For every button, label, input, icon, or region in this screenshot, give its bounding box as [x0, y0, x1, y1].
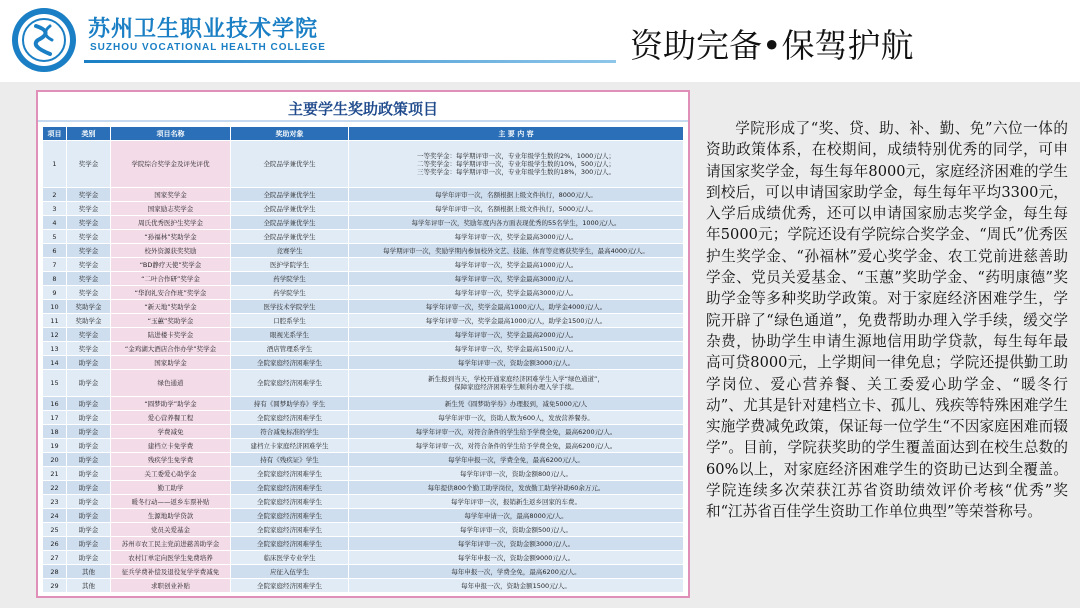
column-header: 项目名称: [111, 127, 231, 141]
table-row: [43, 481, 684, 495]
row-content: 每学年评审一次，奖学金最高1000元/人。: [349, 258, 684, 272]
row-target: 竞赛学生: [231, 244, 349, 258]
row-number: 20: [43, 453, 67, 467]
table-row: [43, 188, 684, 202]
row-category: 其他: [67, 565, 111, 579]
row-number: 27: [43, 551, 67, 565]
row-project-name: “BD静疗天使”奖学金: [111, 258, 231, 272]
row-category: 助学金: [67, 523, 111, 537]
row-number: 21: [43, 467, 67, 481]
row-content: 每年申报一次，学费全免，最高6200元/人。: [349, 565, 684, 579]
row-project-name: 校外资源获奖奖励: [111, 244, 231, 258]
row-number: 17: [43, 411, 67, 425]
table-row: [43, 495, 684, 509]
row-category: 奖学金: [67, 258, 111, 272]
row-category: 其他: [67, 579, 111, 593]
row-target: 酒店管理系学生: [231, 342, 349, 356]
table-row: [43, 509, 684, 523]
row-target: 全院家庭经济困难学生: [231, 523, 349, 537]
table-row: [43, 244, 684, 258]
row-project-name: 求职创业补贴: [111, 579, 231, 593]
column-header: 项目: [43, 127, 67, 141]
row-project-name: 学院综合奖学金及评先评优: [111, 141, 231, 188]
row-content: 新生凭《圆梦助学券》办理报到，减免5000元/人: [349, 397, 684, 411]
row-target: 药学院学生: [231, 286, 349, 300]
table-row: [43, 272, 684, 286]
row-content: 每学年申报一次，资助金额9000元/人。: [349, 551, 684, 565]
row-number: 14: [43, 356, 67, 370]
table-header-row: [43, 127, 684, 141]
row-category: 助学金: [67, 439, 111, 453]
row-number: 15: [43, 370, 67, 397]
row-target: 全院品学兼优学生: [231, 188, 349, 202]
row-category: 奖学金: [67, 244, 111, 258]
row-target: 应征入伍学生: [231, 565, 349, 579]
school-logo-icon: [10, 6, 78, 74]
row-project-name: “华润礼安合作班”奖学金: [111, 286, 231, 300]
row-target: 全院家庭经济困难学生: [231, 537, 349, 551]
row-project-name: 周氏优秀医护生奖学金: [111, 216, 231, 230]
row-target: 药学院学生: [231, 272, 349, 286]
table-row: [43, 300, 684, 314]
row-category: 助学金: [67, 537, 111, 551]
row-project-name: 国家励志奖学金: [111, 202, 231, 216]
table-row: [43, 202, 684, 216]
row-category: 助学金: [67, 397, 111, 411]
table-row: [43, 328, 684, 342]
row-number: 9: [43, 286, 67, 300]
column-header: 奖助对象: [231, 127, 349, 141]
row-category: 助学金: [67, 425, 111, 439]
table-row: [43, 397, 684, 411]
row-project-name: 陆进楼卡奖学金: [111, 328, 231, 342]
row-number: 18: [43, 425, 67, 439]
row-content: 新生报到当天，学校开通家庭经济困难学生入学“绿色通道”， 保障家庭经济困难学生顺利办理入学手续。: [349, 370, 684, 397]
row-content: 每年申报一次，资助金额1500元/人。: [349, 579, 684, 593]
row-category: 助学金: [67, 467, 111, 481]
row-target: 全院家庭经济困难学生: [231, 509, 349, 523]
row-project-name: 勤工助学: [111, 481, 231, 495]
row-project-name: “玉蕙”奖助学金: [111, 314, 231, 328]
row-content: 每学年评审一次，报销新生返乡回家的车费。: [349, 495, 684, 509]
table-row: [43, 467, 684, 481]
header: [0, 0, 1080, 82]
row-number: 22: [43, 481, 67, 495]
table-row: [43, 314, 684, 328]
row-project-name: 关工委爱心助学金: [111, 467, 231, 481]
row-project-name: 暖冬行动——返乡车票补贴: [111, 495, 231, 509]
row-content: 每学年申报一次，学费全免，最高6200元/人。: [349, 453, 684, 467]
table-row: [43, 425, 684, 439]
table-row: [43, 258, 684, 272]
row-content: 每年提供800个勤工助学岗位，发放勤工助学补助60余万元。: [349, 481, 684, 495]
table-row: [43, 286, 684, 300]
row-content: 每学年评审一次，资助金额800元/人。: [349, 467, 684, 481]
row-target: 医学技术学院学生: [231, 300, 349, 314]
row-project-name: 残疾学生免学费: [111, 453, 231, 467]
row-category: 奖学金: [67, 272, 111, 286]
table-row: [43, 523, 684, 537]
row-number: 24: [43, 509, 67, 523]
row-number: 25: [43, 523, 67, 537]
column-header: 类别: [67, 127, 111, 141]
row-target: 全院家庭经济困难学生: [231, 579, 349, 593]
row-project-name: 农村订单定向医学生免费培养: [111, 551, 231, 565]
row-category: 助学金: [67, 411, 111, 425]
row-category: 奖学金: [67, 216, 111, 230]
row-content: 每学年评审一次，奖学金最高1000元/人，助学金1500元/人。: [349, 314, 684, 328]
row-content: 每学年评审一次，资助金额3000元/人。: [349, 537, 684, 551]
table-row: [43, 356, 684, 370]
row-number: 4: [43, 216, 67, 230]
row-category: 助学金: [67, 453, 111, 467]
row-content: 每学期评审一次，奖励学期内参加校外文艺、技能、体育等竞赛获奖学生，最高4000元/人。: [349, 244, 684, 258]
table-row: [43, 537, 684, 551]
row-category: 奖学金: [67, 141, 111, 188]
row-category: 奖学金: [67, 342, 111, 356]
row-target: 全院家庭经济困难学生: [231, 495, 349, 509]
row-project-name: 征兵学费补偿及退役复学学费减免: [111, 565, 231, 579]
row-content: 每学年评审一次，奖学金最高3000元/人。: [349, 230, 684, 244]
row-target: 持有《圆梦助学券》学生: [231, 397, 349, 411]
table-row: [43, 551, 684, 565]
row-project-name: 绿色通道: [111, 370, 231, 397]
table-title: 主要学生奖助政策项目: [287, 100, 438, 118]
row-project-name: 国家奖学金: [111, 188, 231, 202]
row-category: 助学金: [67, 370, 111, 397]
row-project-name: “圆梦助学”助学金: [111, 397, 231, 411]
row-category: 助学金: [67, 551, 111, 565]
row-content: 每学年评审一次，名额根据上级文件执行，5000元/人。: [349, 202, 684, 216]
row-target: 全院家庭经济困难学生: [231, 370, 349, 397]
row-content: 每学年评审一次，对符合条件的学生给予学费全免，最高6200元/人。: [349, 425, 684, 439]
row-target: 全院家庭经济困难学生: [231, 411, 349, 425]
row-content: 每学年评审一次，资助金额3000元/人。: [349, 356, 684, 370]
row-category: 奖学金: [67, 328, 111, 342]
row-target: 全院品学兼优学生: [231, 230, 349, 244]
table-row: [43, 230, 684, 244]
row-content: 每学年评审一次，奖学金最高2000元/人。: [349, 328, 684, 342]
row-content: 每学年评审一次，奖励年度内各方面表现优秀的55名学生，1000元/人。: [349, 216, 684, 230]
table-row: [43, 370, 684, 397]
row-category: 助学金: [67, 356, 111, 370]
row-content: 每学年评审一次，奖学金最高3000元/人。: [349, 272, 684, 286]
row-content: 每学年评审一次，对符合条件的学生给予学费全免，最高6200元/人。: [349, 439, 684, 453]
row-category: 奖学金: [67, 286, 111, 300]
row-number: 6: [43, 244, 67, 258]
row-category: 助学金: [67, 509, 111, 523]
table-row: [43, 342, 684, 356]
row-target: 全院家庭经济困难学生: [231, 481, 349, 495]
row-category: 奖助学金: [67, 314, 111, 328]
policy-table-panel: [36, 90, 690, 598]
row-content: 每学年评审一次，奖学金最高1500元/人。: [349, 342, 684, 356]
row-category: 奖学金: [67, 202, 111, 216]
school-name-en: SUZHOU VOCATIONAL HEALTH COLLEGE: [90, 42, 326, 53]
table-row: [43, 439, 684, 453]
row-content: 每学年评审一次，名额根据上级文件执行，8000元/人。: [349, 188, 684, 202]
row-category: 奖学金: [67, 188, 111, 202]
row-category: 助学金: [67, 481, 111, 495]
row-project-name: 国家助学金: [111, 356, 231, 370]
row-number: 8: [43, 272, 67, 286]
header-divider: [84, 60, 616, 63]
row-number: 23: [43, 495, 67, 509]
row-number: 26: [43, 537, 67, 551]
row-category: 助学金: [67, 495, 111, 509]
row-target: 医护学院学生: [231, 258, 349, 272]
row-number: 19: [43, 439, 67, 453]
page-title: 资助完备•保驾护航: [630, 26, 914, 65]
row-project-name: “金鸡湖大酒店合作办学”奖学金: [111, 342, 231, 356]
row-project-name: 学费减免: [111, 425, 231, 439]
row-number: 13: [43, 342, 67, 356]
description-paragraph: 学院形成了“奖、贷、助、补、勤、免”六位一体的资助政策体系，在校期间，成绩特别优秀的同学，可申请国家奖学金，每生每年8000元，家庭经济困难的学生到校后，可以申请国家助学金，每生每年平均3300元，入学后成绩优秀，还可以申请国家励志奖学金，每生每年5000元；学院还设有学院综合奖学金、“周氏”优秀医护生奖学金、“孙福林”爱心奖学金、农工党前进慈善助学金、党员关爱基金、“玉蕙”奖助学金、“药明康德”奖助学金等多种奖助学政策。对于家庭经济困难学生，学院开辟了“绿色通道”，免费帮助办理入学手续，缓交学杂费，协助学生申请生源地信用助学贷款，每生每年最高可贷8000元，上学期间一律免息；学院还提供勤工助学岗位、爱心营养餐、关工委爱心助学金、“暖冬行动”、尤其是针对建档立卡、孤儿、残疾等特殊困难学生实施学费减免政策，保证每一位学生“不因家庭困难而辍学”。目前，学院获奖助的学生覆盖面达到在校生总数的60%以上，对家庭经济困难学生的资助已达到全覆盖。学院连续多次荣获江苏省资助绩效评价考核“优秀”奖和“江苏省百佳学生资助工作单位典型”等荣誉称号。: [706, 120, 1068, 521]
row-number: 11: [43, 314, 67, 328]
row-content: 每学年申请一次，最高8000元/人。: [349, 509, 684, 523]
row-number: 1: [43, 141, 67, 188]
row-project-name: 生源地助学贷款: [111, 509, 231, 523]
row-target: 眼视光系学生: [231, 328, 349, 342]
row-target: 口腔系学生: [231, 314, 349, 328]
row-number: 12: [43, 328, 67, 342]
row-content: 一等奖学金：每学期评审一次，专业年级学生数的2%，1000元/人； 二等奖学金：每学期评审一次，专业年级学生数的10%，500元/人； 三等奖学金：每学期评审一次，专业年级学生数的18%，300元/人。: [349, 141, 684, 188]
table-row: [43, 453, 684, 467]
row-project-name: 建档立卡免学费: [111, 439, 231, 453]
row-target: 全院家庭经济困难学生: [231, 356, 349, 370]
table-row: [43, 141, 684, 188]
row-content: 每学年评审一次，奖学金最高3000元/人。: [349, 286, 684, 300]
row-number: 10: [43, 300, 67, 314]
row-number: 7: [43, 258, 67, 272]
row-project-name: “新天地”奖助学金: [111, 300, 231, 314]
row-target: 全院品学兼优学生: [231, 141, 349, 188]
row-content: 每学年评审一次，资助金额500元/人。: [349, 523, 684, 537]
row-project-name: 爱心营养餐工程: [111, 411, 231, 425]
row-content: 每学年评审一次，奖学金最高1000元/人，助学金4000元/人。: [349, 300, 684, 314]
row-target: 临床医学专业学生: [231, 551, 349, 565]
row-category: 奖助学金: [67, 300, 111, 314]
row-target: 全院品学兼优学生: [231, 216, 349, 230]
table-row: [43, 411, 684, 425]
row-project-name: “二叶合作研”奖学金: [111, 272, 231, 286]
table-row: [43, 216, 684, 230]
table-row: [43, 565, 684, 579]
row-number: 29: [43, 579, 67, 593]
row-number: 3: [43, 202, 67, 216]
row-target: 持有《残疾证》学生: [231, 453, 349, 467]
row-project-name: 党员关爱基金: [111, 523, 231, 537]
row-target: 全院品学兼优学生: [231, 202, 349, 216]
table-row: [43, 579, 684, 593]
row-category: 奖学金: [67, 230, 111, 244]
row-number: 16: [43, 397, 67, 411]
row-number: 28: [43, 565, 67, 579]
policy-table-body: [43, 141, 684, 593]
row-content: 每学年评审一次，资助人数为600人，发放营养餐券。: [349, 411, 684, 425]
row-number: 5: [43, 230, 67, 244]
policy-table: [42, 126, 684, 593]
row-number: 2: [43, 188, 67, 202]
school-name-cn: 苏州卫生职业技术学院: [88, 16, 319, 42]
row-target: 建档立卡家庭经济困难学生: [231, 439, 349, 453]
table-title-divider: [38, 120, 688, 122]
row-project-name: 苏州市农工民主党前进慈善助学金: [111, 537, 231, 551]
row-target: 全院家庭经济困难学生: [231, 467, 349, 481]
row-project-name: “孙福林”奖助学金: [111, 230, 231, 244]
row-target: 符合减免标准的学生: [231, 425, 349, 439]
column-header: 主 要 内 容: [349, 127, 684, 141]
